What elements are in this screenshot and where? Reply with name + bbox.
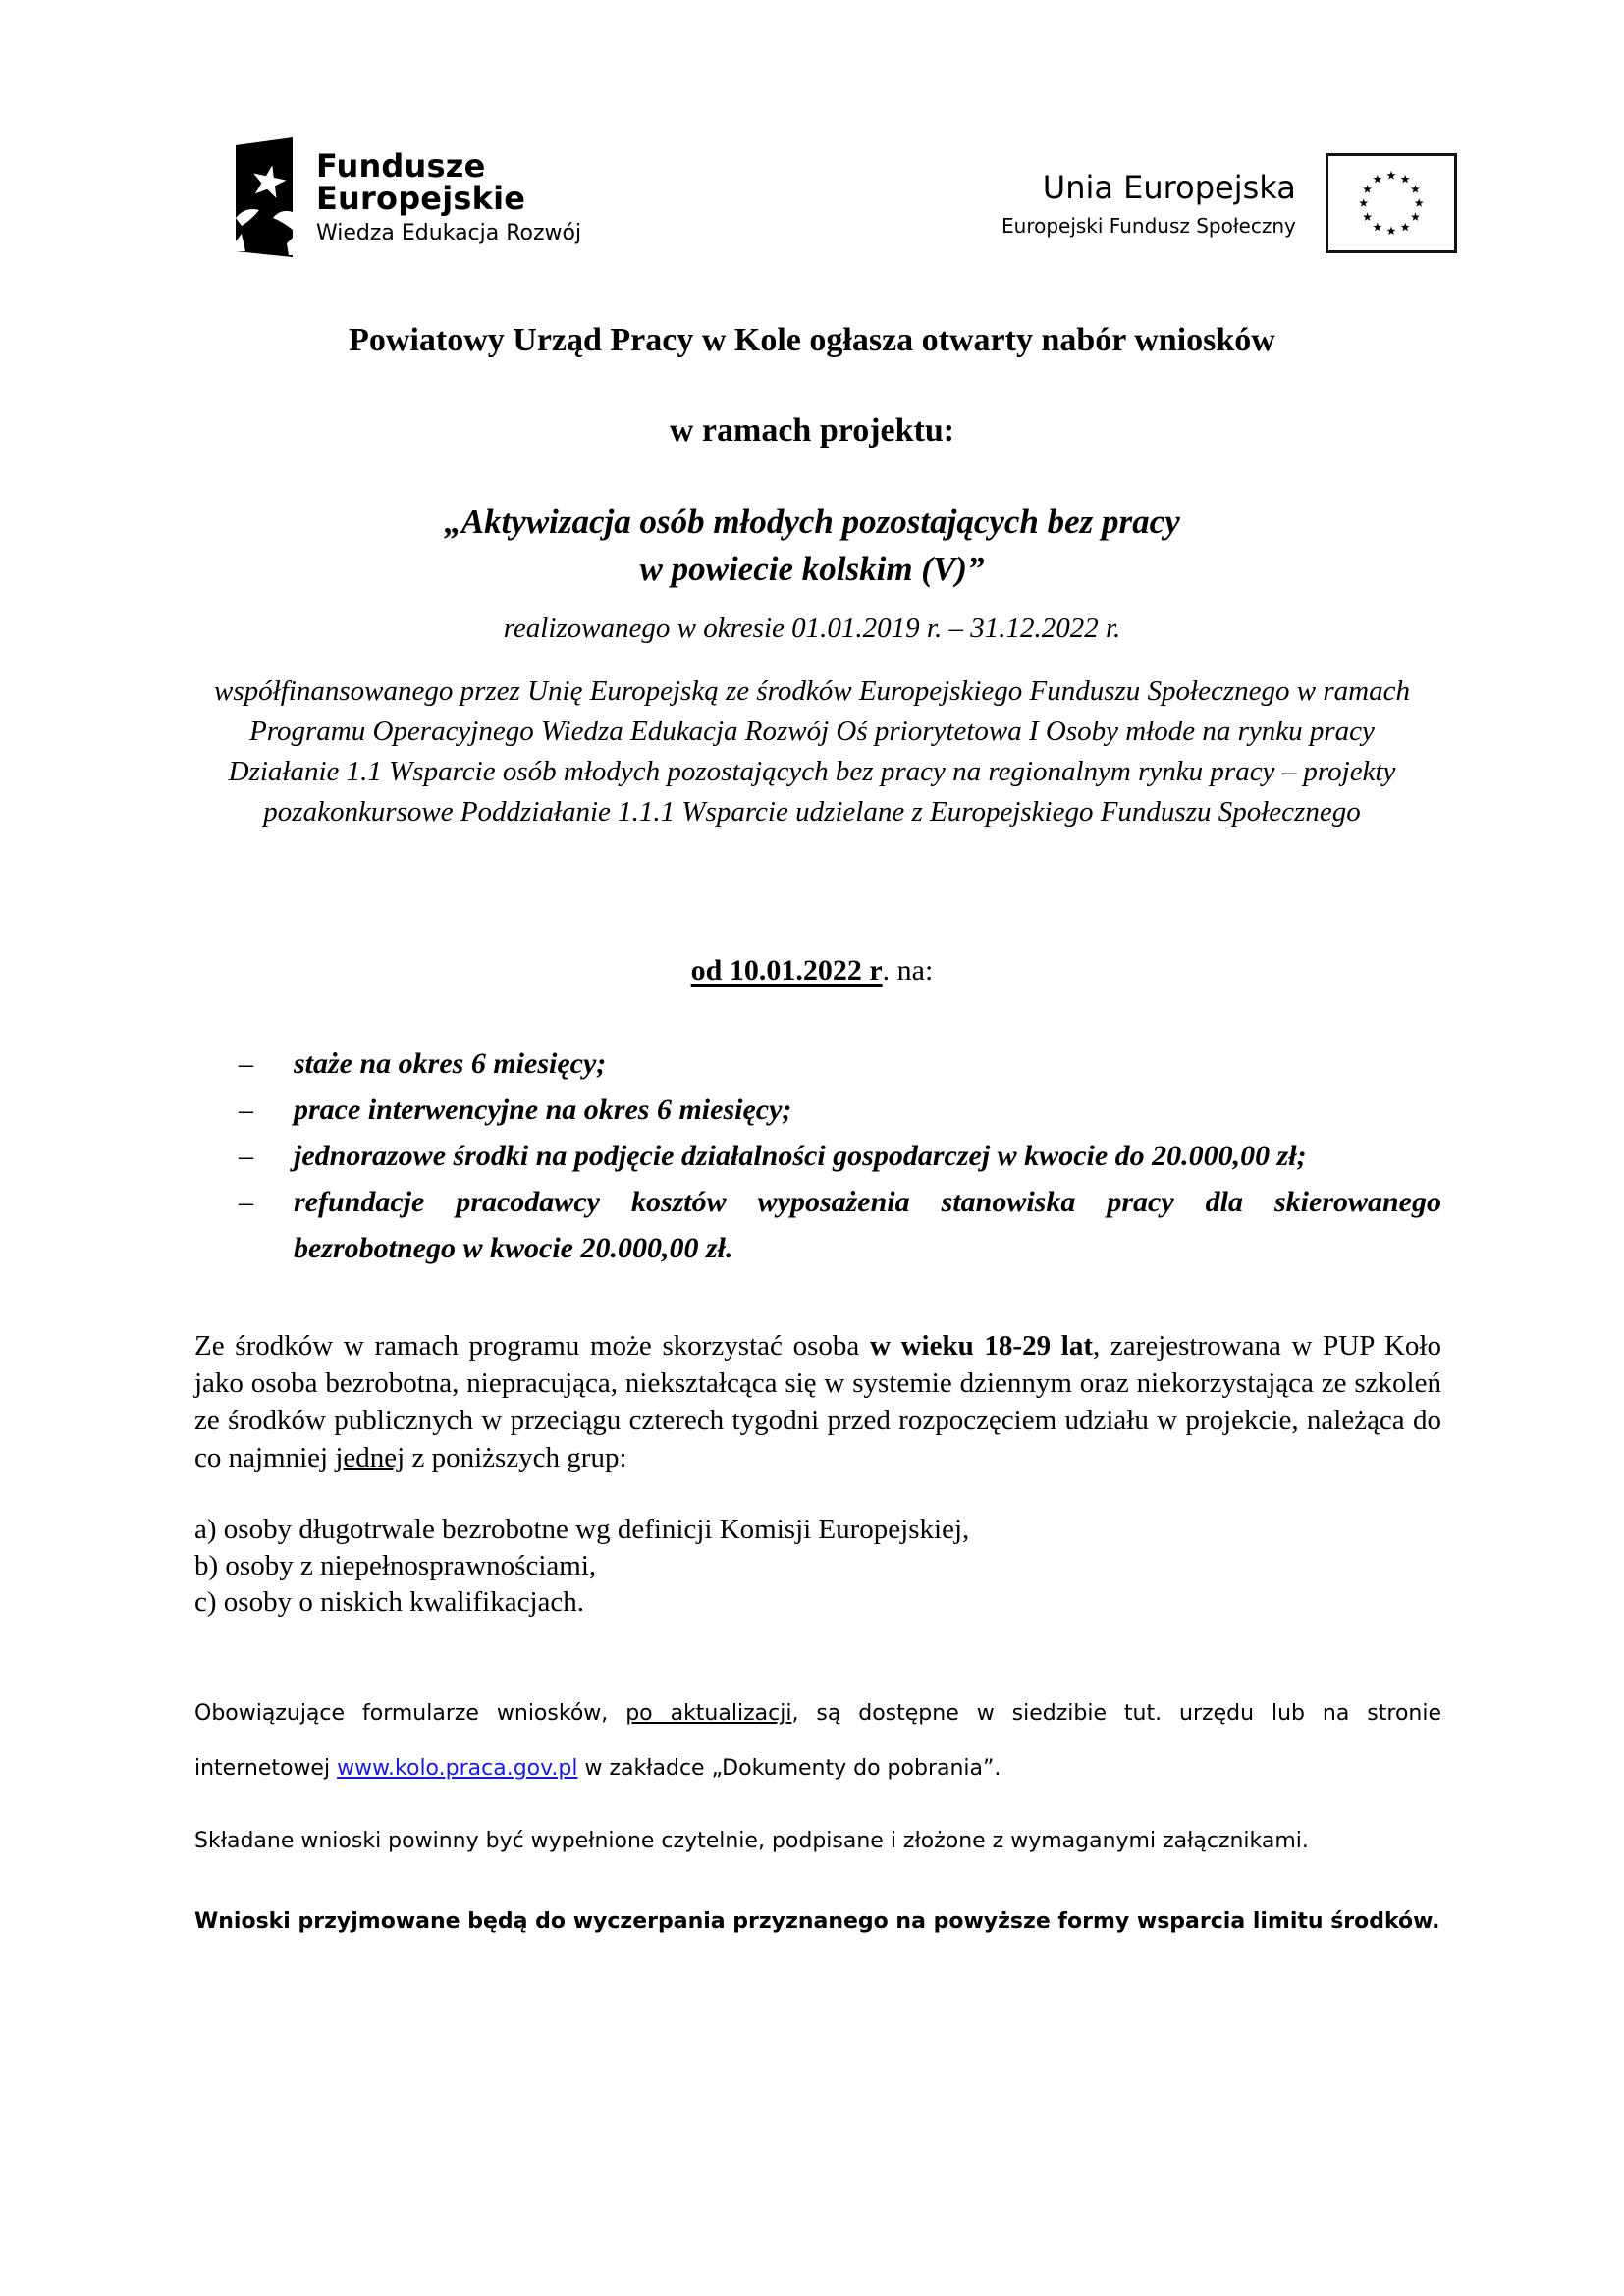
logo-text-unia-europejska: Unia Europejska — [1042, 169, 1296, 206]
eu-star-icon — [1386, 227, 1395, 236]
project-name-line-2: w powiecie kolskim (V)” — [639, 550, 985, 588]
offer-text: staże na okres 6 miesięcy; — [294, 1047, 607, 1080]
offer-item — [239, 1179, 1441, 1271]
offer-text: jednorazowe środki na podjęcie działalności gospodarczej w kwocie do 20.000,00 zł; — [294, 1140, 1307, 1172]
start-date-suffix: . na: — [882, 954, 934, 987]
project-period: realizowanego w okresie 01.01.2019 r. – 31.12.2022 r. — [503, 613, 1121, 644]
emphasis-jednej: jednej — [335, 1442, 406, 1473]
offer-item — [239, 1041, 1441, 1087]
eu-star-icon — [1386, 171, 1395, 180]
eu-star-icon — [1400, 175, 1409, 184]
eu-star-icon — [1359, 198, 1368, 207]
eligibility-text: z poniższych grup: — [405, 1442, 627, 1473]
group-item: a) osoby długotrwale bezrobotne wg definicji Komisji Europejskiej, — [194, 1514, 970, 1545]
logo-text-program: Wiedza Edukacja Rozwój — [316, 221, 582, 246]
target-groups-list — [194, 1512, 969, 1621]
logo-text-efs: Europejski Fundusz Społeczny — [1001, 214, 1296, 238]
eu-flag-icon — [1326, 153, 1457, 253]
website-link[interactable]: www.kolo.praca.gov.pl — [337, 1756, 578, 1781]
eu-star-icon — [1400, 223, 1409, 232]
logo-text-fundusze: Fundusze — [316, 146, 486, 185]
offer-item — [239, 1087, 1441, 1133]
cofinancing-info: współfinansowanego przez Unię Europejską ze środków Europejskiego Funduszu Społecznego w ramach Programu Operacyjnego Wiedza Edukacja Rozwój Oś priorytetowa I Osoby młode na rynku pracy Działanie 1.1 Wsparcie osób młodych pozostających bez pracy na regionalnym rynku pracy – projekty pozakonkursowe Poddziałanie 1.1.1 Wsparcie udzielane z Europejskiego Funduszu Społecznego — [214, 675, 1410, 828]
announcement-subtitle: w ramach projektu: — [669, 412, 955, 449]
project-name — [0, 499, 1624, 593]
eligibility-text: , zarejestrowana w PUP Koło jako osoba bezrobotna, niepracująca, niekształcąca się w systemie dziennym oraz niekorzystająca ze szkoleń ze środków publicznych w przeciągu czterech tygodni przed rozpoczęciem udziału w projekcie, należąca do co najmniej — [194, 1330, 1441, 1473]
forms-text: , są dostępne w siedzibie tut. urzędu lub na stronie internetowej — [194, 1701, 1442, 1781]
group-item: c) osoby o niskich kwalifikacjach. — [194, 1586, 585, 1618]
eligibility-text: Ze środków w ramach programu może skorzystać osoba — [194, 1330, 870, 1362]
dash-bullet-icon: – — [239, 1094, 253, 1126]
offer-text: refundacje pracodawcy kosztów wyposażenia stanowiska pracy dla skierowanego bezrobotnego w kwocie 20.000,00 zł. — [294, 1186, 1441, 1264]
eu-star-icon — [1363, 212, 1372, 221]
signing-requirements: Składane wnioski powinny być wypełnione czytelnie, podpisane i złożone z wymaganymi załącznikami. — [194, 1829, 1309, 1853]
start-date-line — [0, 954, 1624, 988]
forms-text: Obowiązujące formularze wniosków, — [194, 1701, 626, 1726]
eu-star-icon — [1363, 185, 1372, 193]
fundusze-europejskie-logo — [232, 135, 581, 259]
eu-star-icon — [1411, 212, 1420, 221]
fundusze-europejskie-emblem-icon — [232, 135, 297, 259]
eu-star-icon — [1415, 198, 1424, 207]
eligibility-paragraph — [194, 1327, 1441, 1476]
eu-star-icon — [1411, 185, 1420, 193]
forms-paragraph — [194, 1686, 1441, 1796]
offers-list — [239, 1041, 1441, 1271]
emphasis-po-aktualizacji: po aktualizacji — [625, 1701, 792, 1726]
logo-text-europejskie: Europejskie — [316, 180, 526, 218]
forms-text: w zakładce „Dokumenty do pobrania”. — [577, 1756, 1001, 1781]
project-name-line-1: „Aktywizacja osób młodych pozostających bez pracy — [444, 503, 1180, 541]
announcement-title: Powiatowy Urząd Pracy w Kole ogłasza otwarty nabór wniosków — [349, 322, 1275, 358]
unia-europejska-logo — [1001, 153, 1457, 253]
final-note: Wnioski przyjmowane będą do wyczerpania przyznanego na powyższe formy wsparcia limitu środków. — [194, 1909, 1440, 1934]
dash-bullet-icon: – — [239, 1047, 253, 1080]
age-range: w wieku 18-29 lat — [869, 1330, 1093, 1362]
dash-bullet-icon: – — [239, 1140, 253, 1172]
eu-star-icon — [1373, 223, 1381, 232]
offer-text: prace interwencyjne na okres 6 miesięcy; — [294, 1094, 792, 1126]
group-item: b) osoby z niepełnosprawnościami, — [194, 1550, 597, 1581]
dash-bullet-icon: – — [239, 1186, 253, 1218]
offer-item — [239, 1133, 1441, 1179]
eu-star-icon — [1373, 175, 1381, 184]
start-date: od 10.01.2022 r — [690, 954, 883, 987]
